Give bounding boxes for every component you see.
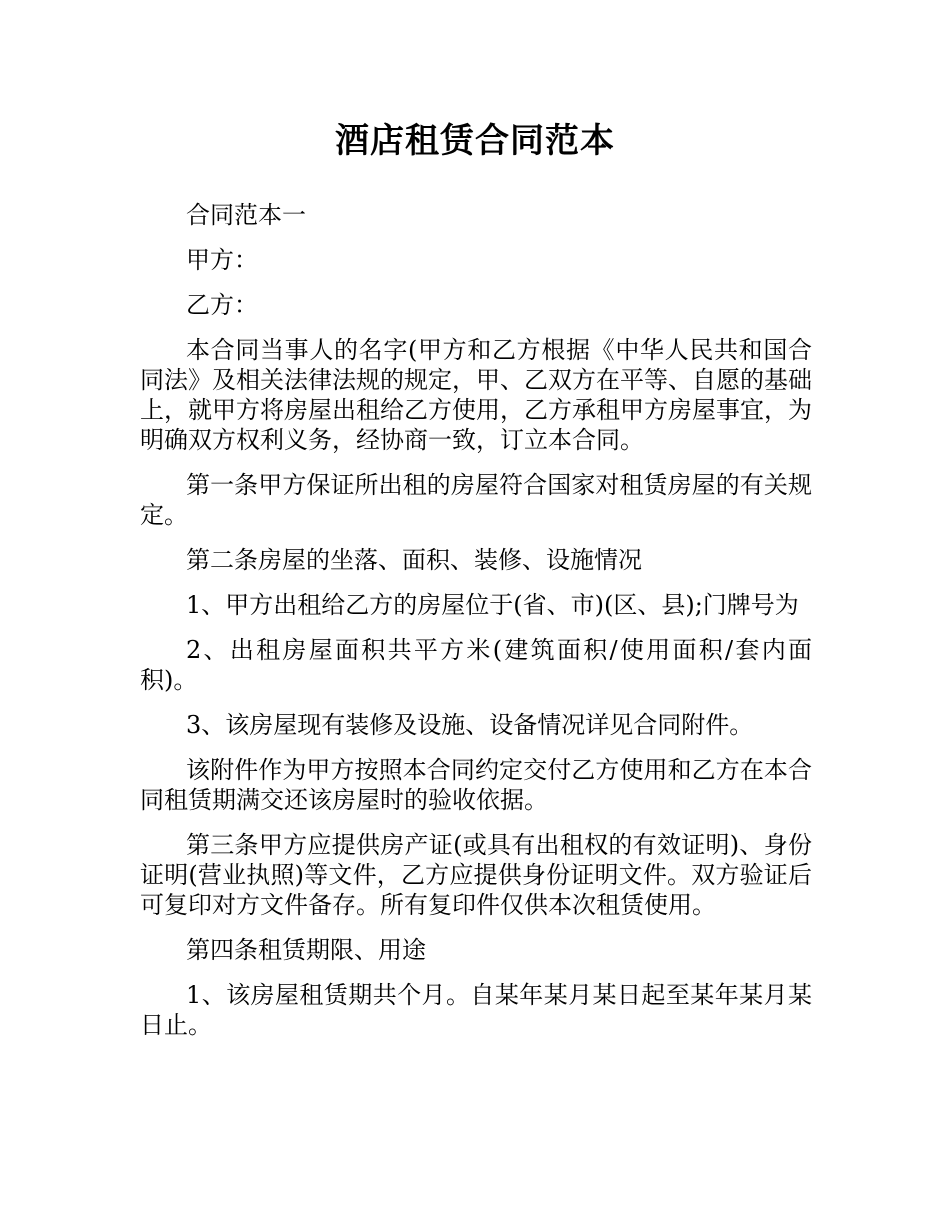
paragraph-party-a: 甲方：: [186, 246, 258, 274]
paragraph-article-4: 第四条租赁期限、用途: [186, 936, 426, 964]
paragraph-party-b: 乙方：: [186, 291, 258, 319]
paragraph-article-1: 第一条甲方保证所出租的房屋符合国家对租赁房屋的有关规定。: [140, 471, 812, 529]
paragraph-article-3: 第三条甲方应提供房产证(或具有出租权的有效证明)、身份证明(营业执照)等文件，乙方应提供身份证明文件。双方验证后可复印对方文件备存。所有复印件仅供本次租赁使用。: [140, 831, 812, 919]
document-title: 酒店租赁合同范本: [335, 121, 615, 161]
paragraph-article-2-item-3: 3、该房屋现有装修及设施、设备情况详见合同附件。: [186, 711, 754, 739]
paragraph-contract-label: 合同范本一: [186, 201, 306, 229]
paragraph-article-2-item-2: 2、出租房屋面积共平方米(建筑面积/使用面积/套内面积)。: [140, 636, 812, 694]
paragraph-article-4-item-1: 1、该房屋租赁期共个月。自某年某月某日起至某年某月某日止。: [140, 981, 812, 1039]
document-body: [140, 200, 812, 1055]
paragraph-preamble: 本合同当事人的名字(甲方和乙方根据《中华人民共和国合同法》及相关法律法规的规定，甲、乙双方在平等、自愿的基础上，就甲方将房屋出租给乙方使用，乙方承租甲方房屋事宜，为明确双方权利义务，经协商一致，订立本合同。: [140, 336, 812, 454]
paragraph-article-2: 第二条房屋的坐落、面积、装修、设施情况: [186, 546, 642, 574]
paragraph-attachment-note: 该附件作为甲方按照本合同约定交付乙方使用和乙方在本合同租赁期满交还该房屋时的验收依据。: [140, 756, 812, 814]
paragraph-article-2-item-1: 1、甲方出租给乙方的房屋位于(省、市)(区、县);门牌号为: [186, 591, 799, 619]
